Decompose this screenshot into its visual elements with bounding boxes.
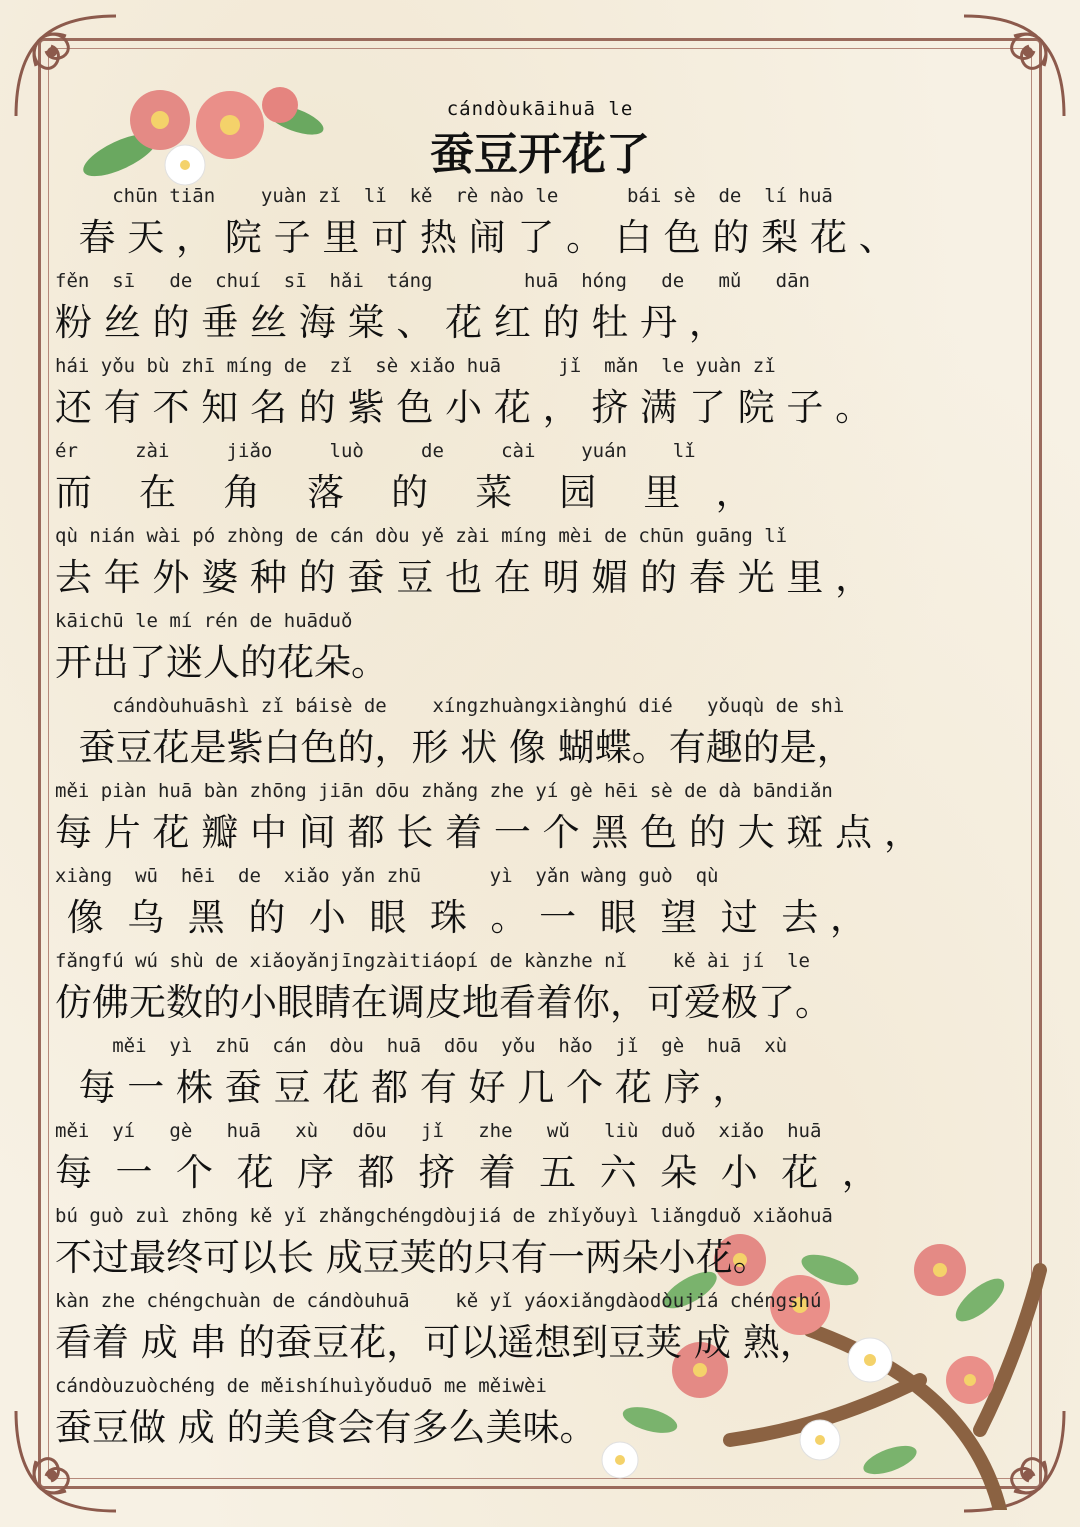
page-title: 蚕豆开花了 xyxy=(430,129,650,180)
hanzi-line: 粉 丝 的 垂 丝 海 棠 、 花 红 的 牡 丹 ， xyxy=(55,301,726,344)
text-line xyxy=(55,1035,1045,1120)
hanzi-line: 开出了迷人的花朵。 xyxy=(55,641,388,684)
pinyin-line: cándòuhuāshì zǐ báisè de xíngzhuàngxiànghú dié yǒuqù de shì xyxy=(55,695,845,717)
pinyin-line: hái yǒu bù zhī míng de zǐ sè xiǎo huā jǐ mǎn le yuàn zǐ xyxy=(55,355,776,377)
hanzi-line: 像 乌 黑 的 小 眼 珠 。 一 眼 望 过 去 ， xyxy=(55,896,868,939)
pinyin-line: fǎngfú wú shù de xiǎoyǎnjīngzàitiáopí de kànzhe nǐ kě ài jí le xyxy=(55,950,810,972)
pinyin-line: cándòuzuòchéng de měishíhuìyǒuduō me měiwèi xyxy=(55,1375,547,1397)
pinyin-line: xiàng wū hēi de xiǎo yǎn zhū yì yǎn wàng guò qù xyxy=(55,865,719,887)
pinyin-line: fěn sī de chuí sī hǎi táng huā hóng de mǔ dān xyxy=(55,270,810,292)
hanzi-line: 春 天 ， 院 子 里 可 热 闹 了 。 白 色 的 梨 花 、 xyxy=(55,216,896,259)
text-line xyxy=(55,185,1045,270)
hanzi-line: 还 有 不 知 名 的 紫 色 小 花 ， 挤 满 了 院 子 。 xyxy=(55,386,873,429)
pinyin-line: měi piàn huā bàn zhōng jiān dōu zhǎng zhe yí gè hēi sè de dà bāndiǎn xyxy=(55,780,833,802)
pinyin-line: měi yí gè huā xù dōu jǐ zhe wǔ liù duǒ xiǎo huā xyxy=(55,1120,822,1142)
hanzi-line: 每 片 花 瓣 中 间 都 长 着 一 个 黑 色 的 大 斑 点 ， xyxy=(55,811,921,854)
pinyin-line: kàn zhe chéngchuàn de cándòuhuā kě yǐ yáoxiǎngdàodòujiá chéngshú xyxy=(55,1290,822,1312)
pinyin-line: qù nián wài pó zhòng de cán dòu yě zài míng mèi de chūn guāng lǐ xyxy=(55,525,788,547)
title-pinyin: cándòukāihuā le xyxy=(446,98,634,120)
pinyin-line: bú guò zuì zhōng kě yǐ zhǎngchéngdòujiá de zhǐyǒuyì liǎngduǒ xiǎohuā xyxy=(55,1205,833,1227)
hanzi-line: 每 一 株 蚕 豆 花 都 有 好 几 个 花 序 ， xyxy=(55,1066,750,1109)
text-line xyxy=(55,355,1045,440)
text-line xyxy=(55,1205,1045,1290)
text-line xyxy=(55,695,1045,780)
hanzi-line: 仿佛无数的小眼睛在调皮地看着你，可爱极了。 xyxy=(55,981,832,1024)
text-line xyxy=(55,1375,1045,1460)
text-line xyxy=(55,1120,1045,1205)
text-line xyxy=(55,1290,1045,1375)
pinyin-line: kāichū le mí rén de huāduǒ xyxy=(55,610,353,632)
text-line xyxy=(55,525,1045,610)
hanzi-line: 看着 成 串 的蚕豆花，可以遥想到豆荚 成 熟， xyxy=(55,1321,817,1364)
pinyin-line: ér zài jiǎo luò de cài yuán lǐ xyxy=(55,440,696,462)
text-line xyxy=(55,865,1045,950)
pinyin-line: chūn tiān yuàn zǐ lǐ kě rè nào le bái sè de lí huā xyxy=(55,185,833,207)
hanzi-line: 蚕豆花是紫白色的，形 状 像 蝴蝶。有趣的是， xyxy=(55,726,854,769)
text-line xyxy=(55,950,1045,1035)
text-line xyxy=(55,780,1045,865)
text-line xyxy=(55,270,1045,355)
hanzi-line: 去 年 外 婆 种 的 蚕 豆 也 在 明 媚 的 春 光 里 ， xyxy=(55,556,873,599)
hanzi-line: 蚕豆做 成 的美食会有多么美味。 xyxy=(55,1406,597,1449)
text-body xyxy=(55,185,1045,1460)
text-line xyxy=(55,610,1045,695)
hanzi-line: 每 一 个 花 序 都 挤 着 五 六 朵 小 花 ， xyxy=(55,1151,879,1194)
pinyin-line: měi yì zhū cán dòu huā dōu yǒu hǎo jǐ gè huā xù xyxy=(55,1035,788,1057)
hanzi-line: 而 在 角 落 的 菜 园 里 ， xyxy=(55,471,753,514)
text-line xyxy=(55,440,1045,525)
hanzi-line: 不过最终可以长 成豆荚的只有一两朵小花。 xyxy=(55,1236,770,1279)
